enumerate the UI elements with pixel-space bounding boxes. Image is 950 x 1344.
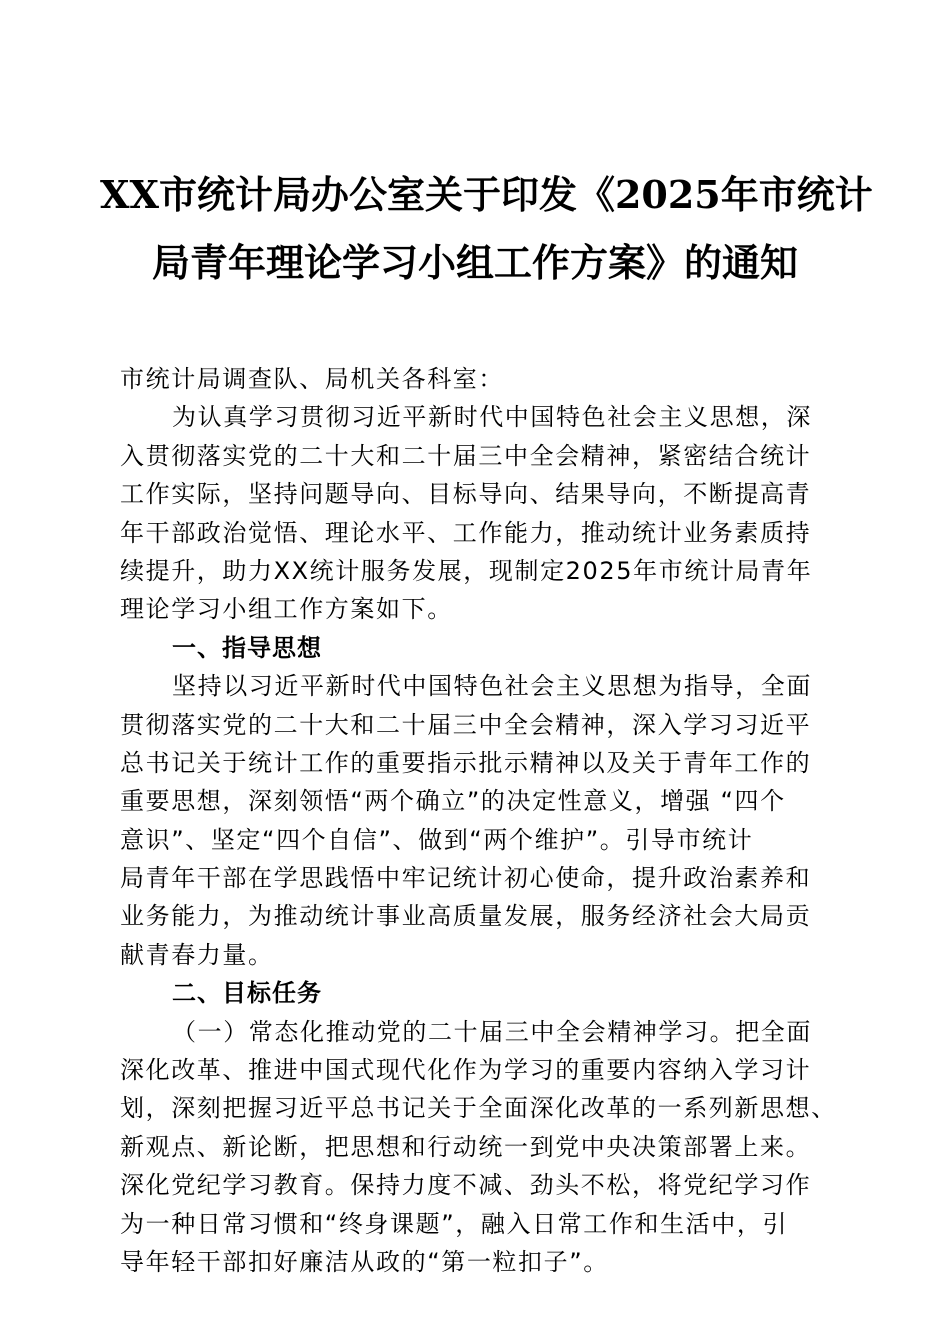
intro-line: 入贯彻落实党的二十大和二十届三中全会精神，紧密结合统计 bbox=[120, 441, 812, 470]
section1-line: 业务能力，为推动统计事业高质量发展，服务经济社会大局贡 bbox=[120, 902, 812, 931]
section1-line: 意识”、坚定“四个自信”、做到“两个维护”。引导市统计 bbox=[120, 825, 754, 854]
section2-line: 划，深刻把握习近平总书记关于全面深化改革的一系列新思想、 bbox=[120, 1094, 837, 1123]
section-heading-objectives: 二、目标任务 bbox=[172, 979, 322, 1008]
addressee: 市统计局调查队、局机关各科室： bbox=[120, 365, 504, 393]
section2-line: 深化党纪学习教育。保持力度不减、劲头不松，将党纪学习作 bbox=[120, 1171, 812, 1200]
section1-line: 献青春力量。 bbox=[120, 940, 274, 969]
section1-line: 重要思想，深刻领悟“两个确立”的决定性意义，增强 “四个 bbox=[120, 787, 786, 816]
document-title-line-2: 局青年理论学习小组工作方案》的通知 bbox=[151, 240, 798, 285]
document-body bbox=[120, 360, 845, 1281]
intro-line: 年干部政治觉悟、理论水平、工作能力，推动统计业务素质持 bbox=[120, 518, 812, 547]
section1-line: 贯彻落实党的二十大和二十届三中全会精神，深入学习习近平 bbox=[120, 710, 812, 739]
intro-line: 续提升，助力XX统计服务发展，现制定2025年市统计局青年 bbox=[120, 556, 813, 585]
section2-line: 新观点、新论断，把思想和行动统一到党中央决策部署上来。 bbox=[120, 1132, 812, 1161]
intro-line: 为认真学习贯彻习近平新时代中国特色社会主义思想，深 bbox=[172, 403, 812, 432]
section-heading-guiding-ideology: 一、指导思想 bbox=[172, 633, 322, 662]
section2-line: 为一种日常习惯和“终身课题”，融入日常工作和生活中，引 bbox=[120, 1209, 789, 1238]
intro-line: 理论学习小组工作方案如下。 bbox=[120, 595, 453, 624]
intro-line: 工作实际，坚持问题导向、目标导向、结果导向，不断提高青 bbox=[120, 480, 812, 509]
document-title-line-1: XX市统计局办公室关于印发《2025年市统计 bbox=[100, 172, 873, 217]
section1-line: 局青年干部在学思践悟中牢记统计初心使命，提升政治素养和 bbox=[120, 864, 812, 893]
section2-line: （一）常态化推动党的二十届三中全会精神学习。把全面 bbox=[172, 1017, 812, 1046]
section2-line: 导年轻干部扣好廉洁从政的“第一粒扣子”。 bbox=[120, 1247, 609, 1276]
section1-line: 坚持以习近平新时代中国特色社会主义思想为指导，全面 bbox=[172, 672, 812, 701]
section2-line: 深化改革、推进中国式现代化作为学习的重要内容纳入学习计 bbox=[120, 1056, 812, 1085]
section1-line: 总书记关于统计工作的重要指示批示精神以及关于青年工作的 bbox=[120, 748, 812, 777]
